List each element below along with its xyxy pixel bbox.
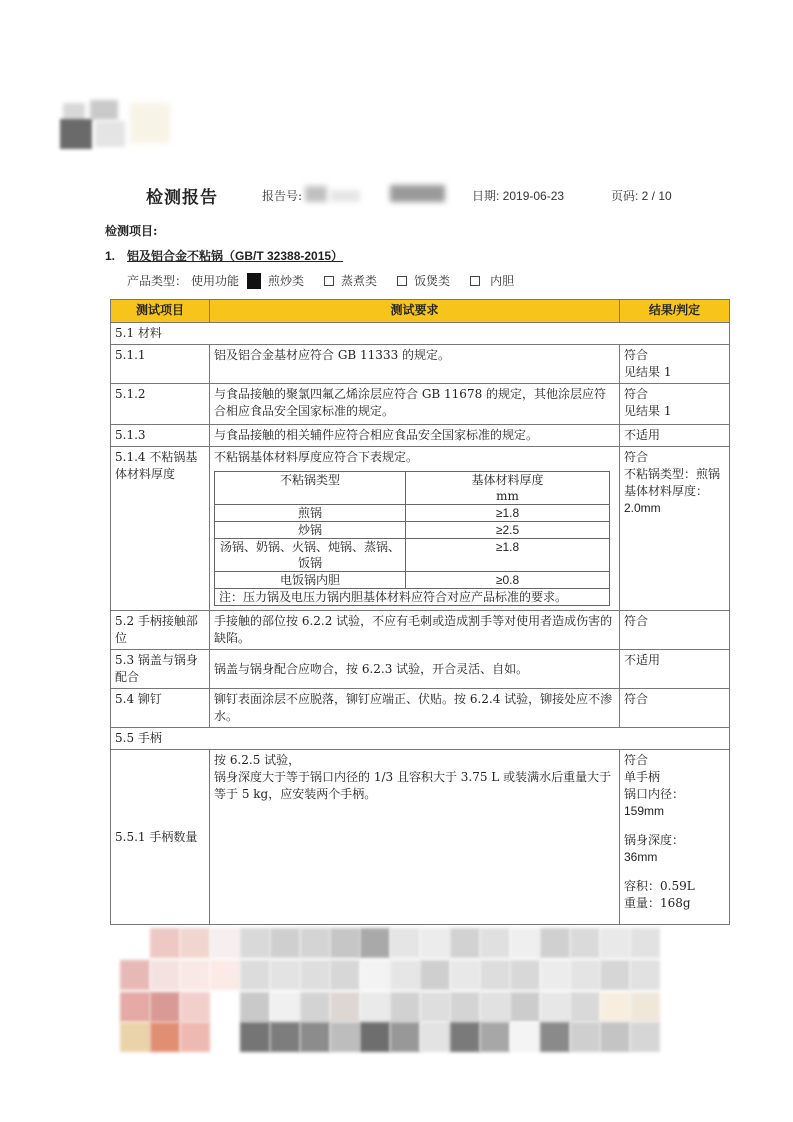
row-requirement: 铆钉表面涂层不应脱落，铆钉应端正、伏贴。按 6.2.4 试验，铆接处应不渗水。 bbox=[210, 689, 620, 728]
row-result: 不适用 bbox=[620, 425, 730, 447]
row-requirement: 与食品接触的相关辅件应符合相应食品安全国家标准的规定。 bbox=[210, 425, 620, 447]
row-result: 符合 见结果 1 bbox=[620, 345, 730, 384]
table-row bbox=[111, 750, 730, 925]
row-item: 5.5.1 手柄数量 bbox=[111, 750, 210, 925]
thickness-table bbox=[214, 471, 610, 606]
row-result: 符合 不粘锅类型：煎锅 基体材料厚度： 2.0mm bbox=[620, 447, 730, 611]
inner-row: 煎锅 ≥1.8 bbox=[215, 505, 610, 522]
checkbox-icon[interactable] bbox=[397, 276, 407, 286]
table-header-row bbox=[111, 300, 730, 323]
standard-number: 1. bbox=[105, 249, 116, 263]
row-item: 5.4 铆钉 bbox=[111, 689, 210, 728]
row-result: 符合 见结果 1 bbox=[620, 384, 730, 425]
row-requirement: 按 6.2.5 试验， 锅身深度大于等于锅口内径的 1/3 且容积大于 3.75 L 或装满水后重量大于等于 5 kg，应安装两个手柄。 bbox=[210, 750, 620, 925]
table-row bbox=[111, 384, 730, 425]
row-requirement: 锅盖与锅身配合应吻合，按 6.2.3 试验，开合灵活、自如。 bbox=[210, 650, 620, 689]
report-title: 检测报告 bbox=[146, 188, 218, 208]
row-requirement: 与食品接触的聚氯四氟乙烯涂层应符合 GB 11678 的规定，其他涂层应符合相应食品安全国家标准的规定。 bbox=[210, 384, 620, 425]
page-number: 页码: 2 / 10 bbox=[611, 189, 672, 203]
row-item: 5.2 手柄接触部位 bbox=[111, 611, 210, 650]
col-header-requirement: 测试要求 bbox=[210, 300, 620, 323]
table-row bbox=[111, 345, 730, 384]
row-item: 5.1.1 bbox=[111, 345, 210, 384]
inner-header-thickness: 基体材料厚度 mm bbox=[406, 472, 610, 505]
inner-row: 电饭锅内胆 ≥0.8 bbox=[215, 572, 610, 589]
standard-title bbox=[105, 247, 343, 264]
row-result: 符合 bbox=[620, 611, 730, 650]
test-results-table bbox=[110, 299, 730, 925]
table-section-row bbox=[111, 728, 730, 750]
blurred-footer-seal bbox=[120, 928, 665, 1056]
product-type-row bbox=[127, 272, 534, 289]
table-row bbox=[111, 425, 730, 447]
table-section-row bbox=[111, 323, 730, 345]
company-logo bbox=[55, 95, 185, 165]
option-fry[interactable]: 煎炒类 bbox=[247, 272, 304, 289]
table-row bbox=[111, 650, 730, 689]
option-liner[interactable]: 内胆 bbox=[470, 272, 514, 289]
checkbox-icon[interactable] bbox=[324, 276, 334, 286]
row-requirement: 手接触的部位按 6.2.2 试验，不应有毛刺或造成割手等对使用者造成伤害的缺陷。 bbox=[210, 611, 620, 650]
row-item: 5.1.2 bbox=[111, 384, 210, 425]
row-result: 不适用 bbox=[620, 650, 730, 689]
row-item: 5.1.3 bbox=[111, 425, 210, 447]
checkbox-icon[interactable] bbox=[470, 276, 480, 286]
row-result: 符合 单手柄 锅口内径： 159mm 锅身深度： 36mm 容积：0.59L 重量：168g bbox=[620, 750, 730, 925]
col-header-result: 结果/判定 bbox=[620, 300, 730, 323]
section-5-1: 5.1 材料 bbox=[111, 323, 730, 345]
inner-note-row: 注：压力锅及电压力锅内胆基体材料应符合对应产品标准的要求。 bbox=[215, 589, 610, 606]
row-result: 符合 bbox=[620, 689, 730, 728]
section-5-5: 5.5 手柄 bbox=[111, 728, 730, 750]
report-date: 日期: 2019-06-23 bbox=[472, 189, 565, 203]
report-number-redacted bbox=[305, 186, 327, 202]
col-header-item: 测试项目 bbox=[111, 300, 210, 323]
product-type-label: 产品类型： bbox=[127, 274, 188, 288]
usage-label: 使用功能 bbox=[191, 274, 240, 288]
inner-header-type: 不粘锅类型 bbox=[215, 472, 406, 505]
inner-row: 炒锅 ≥2.5 bbox=[215, 522, 610, 539]
inner-row: 汤锅、奶锅、火锅、炖锅、蒸锅、饭锅 ≥1.8 bbox=[215, 539, 610, 572]
checkbox-checked-icon[interactable] bbox=[247, 273, 261, 289]
row-requirement: 铝及铝合金基材应符合 GB 11333 的规定。 bbox=[210, 345, 620, 384]
report-number-label: 报告号: bbox=[262, 189, 303, 203]
standard-name: 铝及铝合金不粘锅（GB/T 32388-2015） bbox=[127, 249, 344, 263]
section-label: 检测项目: bbox=[105, 224, 158, 238]
report-number-redacted bbox=[390, 185, 445, 202]
row-requirement: 不粘锅基体材料厚度应符合下表规定。 不粘锅类型 基体材料厚度 mm 煎锅 ≥1.8 炒锅 ≥2.5 汤锅、奶锅、火锅、炖锅、蒸锅、饭锅 ≥1.8 电饭锅内胆 ≥0.8 注：压力锅及电压力锅内胆基体材料应符合对应产品标准的要求。 bbox=[210, 447, 620, 611]
option-rice[interactable]: 饭煲类 bbox=[397, 272, 450, 289]
inner-header-row bbox=[215, 472, 610, 505]
report-number-redacted bbox=[330, 190, 360, 202]
option-steam[interactable]: 蒸煮类 bbox=[324, 272, 377, 289]
row-item: 5.1.4 不粘锅基体材料厚度 bbox=[111, 447, 210, 611]
table-row bbox=[111, 611, 730, 650]
row-item: 5.3 锅盖与锅身配合 bbox=[111, 650, 210, 689]
table-row bbox=[111, 447, 730, 611]
table-row bbox=[111, 689, 730, 728]
